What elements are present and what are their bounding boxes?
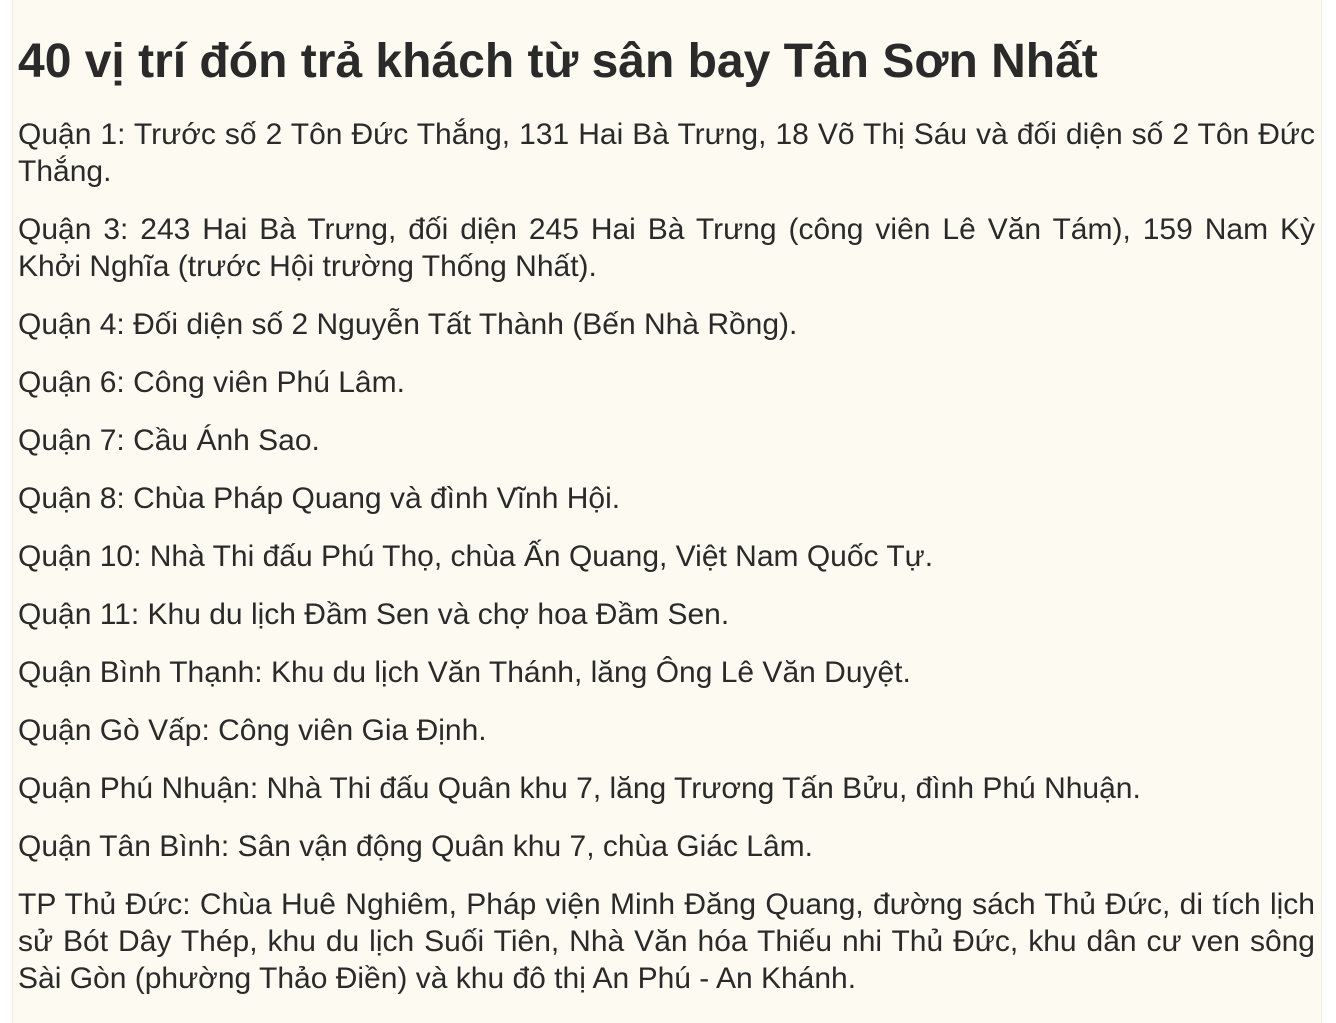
paragraph-quan-8: Quận 8: Chùa Pháp Quang và đình Vĩnh Hội. [18,482,621,515]
paragraph-quan-6: Quận 6: Công viên Phú Lâm. [18,366,405,399]
article-page [12,0,1322,1023]
paragraph-phu-nhuan: Quận Phú Nhuận: Nhà Thi đấu Quân khu 7, lăng Trương Tấn Bửu, đình Phú Nhuận. [18,772,1141,805]
paragraph-quan-3: Quận 3: 243 Hai Bà Trưng, đối diện 245 Hai Bà Trưng (công viên Lê Văn Tám), 159 Nam Kỳ Khởi Nghĩa (trước Hội trường Thống Nhất). [18,213,1315,283]
paragraph-tan-binh: Quận Tân Bình: Sân vận động Quân khu 7, chùa Giác Lâm. [18,830,813,863]
paragraph-quan-4: Quận 4: Đối diện số 2 Nguyễn Tất Thành (Bến Nhà Rồng). [18,308,798,341]
paragraph-go-vap: Quận Gò Vấp: Công viên Gia Định. [18,714,487,747]
paragraph-thu-duc: TP Thủ Đức: Chùa Huê Nghiêm, Pháp viện Minh Đăng Quang, đường sách Thủ Đức, di tích lịch sử Bót Dây Thép, khu du lịch Suối Tiên, Nhà Văn hóa Thiếu nhi Thủ Đức, khu dân cư ven sông Sài Gòn (phường Thảo Điền) và khu đô thị An Phú - An Khánh. [18,888,1315,995]
paragraph-quan-7: Quận 7: Cầu Ánh Sao. [18,424,320,457]
article-title: 40 vị trí đón trả khách từ sân bay Tân Sơn Nhất [18,35,1098,88]
paragraph-quan-1: Quận 1: Trước số 2 Tôn Đức Thắng, 131 Hai Bà Trưng, 18 Võ Thị Sáu và đối diện số 2 Tôn Đức Thắng. [18,118,1315,188]
paragraph-binh-thanh: Quận Bình Thạnh: Khu du lịch Văn Thánh, lăng Ông Lê Văn Duyệt. [18,656,911,689]
paragraph-quan-10: Quận 10: Nhà Thi đấu Phú Thọ, chùa Ấn Quang, Việt Nam Quốc Tự. [18,540,934,573]
paragraph-quan-11: Quận 11: Khu du lịch Đầm Sen và chợ hoa Đầm Sen. [18,598,730,631]
